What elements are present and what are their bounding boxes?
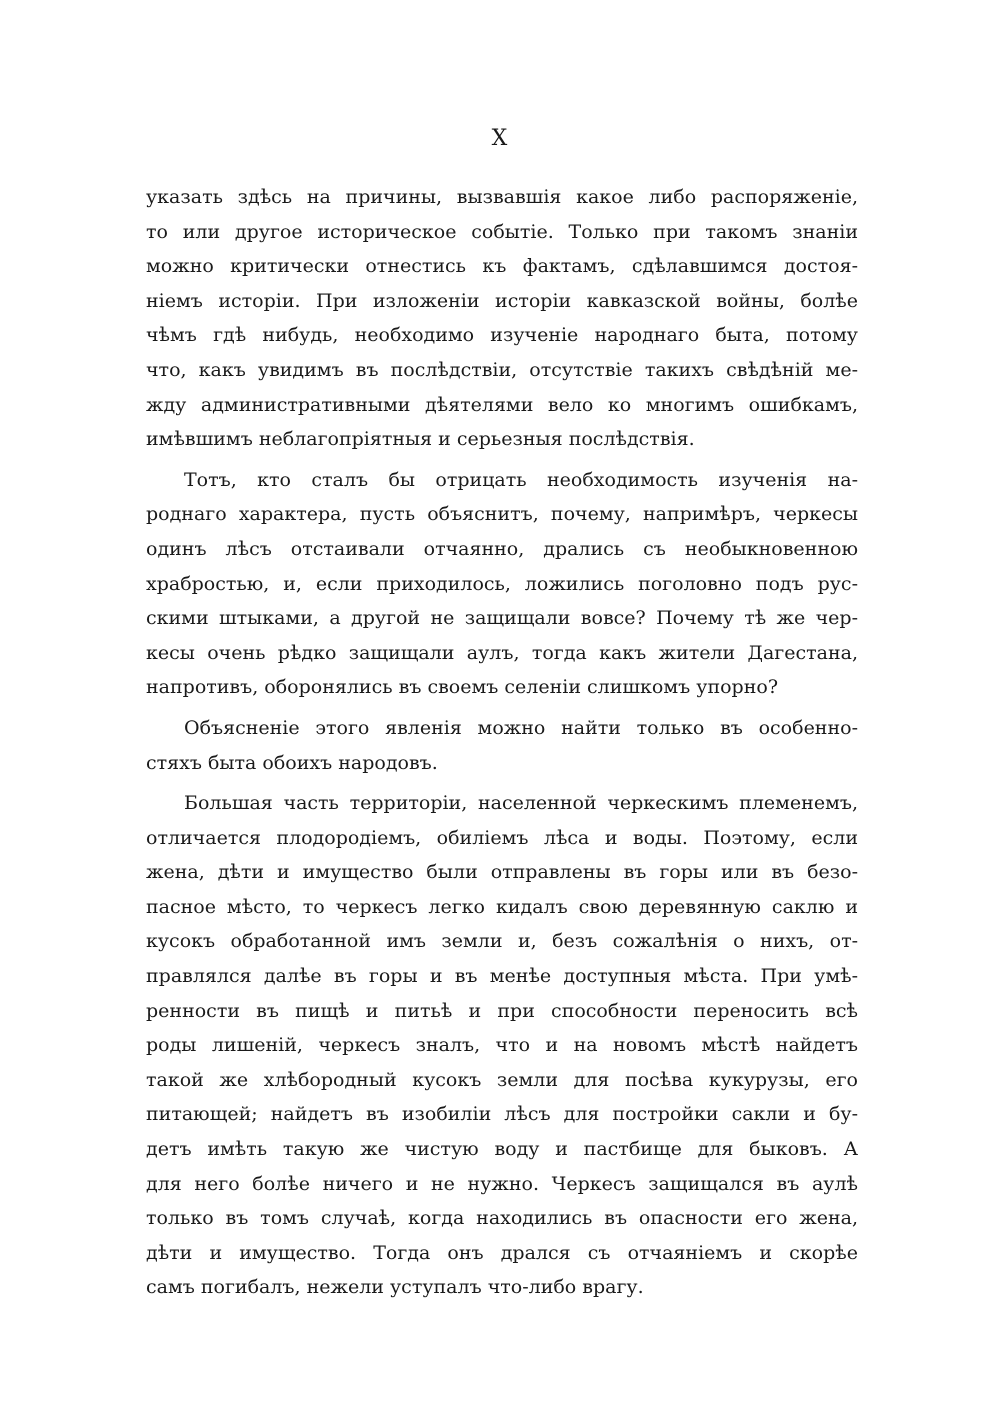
text-line: имѣвшимъ неблагопріятныя и серьезныя послѣдствія. — [146, 428, 695, 451]
text-line: такой же хлѣбородный кусокъ земли для посѣва кукурузы, его — [146, 1068, 858, 1091]
text-line: можно критически отнестись къ фактамъ, сдѣлавшимся достоя- — [146, 255, 858, 278]
text-line: напротивъ, оборонялись въ своемъ селеніи слишкомъ упорно? — [146, 676, 779, 699]
page-number: X — [491, 126, 509, 151]
text-line: роднаго характера, пусть объяснитъ, почему, напримѣръ, черкесы — [146, 503, 858, 526]
text-line: дѣти и имущество. Тогда онъ дрался съ отчаяніемъ и скорѣе — [146, 1241, 858, 1264]
text-line: Объясненіе этого явленія можно найти только въ особенно- — [184, 716, 858, 739]
text-line: чѣмъ гдѣ нибудь, необходимо изученіе народнаго быта, потому — [146, 324, 858, 347]
paragraph — [146, 463, 858, 705]
text-line: детъ имѣть такую же чистую воду и пастбище для быковъ. А — [146, 1138, 858, 1161]
text-line: Тотъ, кто сталъ бы отрицать необходимость изученія на- — [184, 468, 858, 491]
text-line: только въ томъ случаѣ, когда находились въ опасности его жена, — [146, 1207, 858, 1230]
text-line: указать здѣсь на причины, вызвавшія какое либо распоряженіе, — [146, 186, 858, 208]
paragraph — [146, 180, 858, 457]
text-line: скими штыками, а другой не защищали вовсе? Почему тѣ же чер- — [146, 607, 858, 630]
text-line: самъ погибалъ, нежели уступалъ что-либо врагу. — [146, 1276, 644, 1299]
text-line: что, какъ увидимъ въ послѣдствіи, отсутствіе такихъ свѣдѣній ме- — [146, 358, 858, 381]
text-line: правлялся далѣе въ горы и въ менѣе доступныя мѣста. При умѣ- — [146, 965, 858, 988]
text-line: пасное мѣсто, то черкесъ легко кидалъ свою деревянную саклю и — [146, 895, 858, 918]
text-line: ніемъ исторіи. При изложеніи исторіи кавказской войны, болѣе — [146, 289, 858, 312]
text-line: кесы очень рѣдко защищали аулъ, тогда какъ жители Дагестана, — [146, 641, 858, 664]
text-line: храбростью, и, если приходилось, ложились поголовно подъ рус- — [146, 572, 858, 595]
text-line: питающей; найдетъ въ изобиліи лѣсъ для постройки сакли и бу- — [146, 1103, 858, 1126]
text-line: ренности въ пищѣ и питьѣ и при способности переносить всѣ — [146, 999, 858, 1022]
text-line: одинъ лѣсъ отстаивали отчаянно, дрались съ необыкновенною — [146, 537, 858, 560]
paragraph — [146, 711, 858, 780]
text-line: роды лишеній, черкесъ зналъ, что и на новомъ мѣстѣ найдетъ — [146, 1034, 858, 1057]
text-line: жена, дѣти и имущество были отправлены въ горы или въ безо- — [146, 861, 858, 884]
text-line: кусокъ обработанной имъ земли и, безъ сожалѣнія о нихъ, от- — [146, 930, 858, 953]
text-line: то или другое историческое событіе. Только при такомъ знаніи — [146, 220, 858, 243]
paragraph — [146, 786, 858, 1305]
text-line: отличается плодородіемъ, обиліемъ лѣса и воды. Поэтому, если — [146, 826, 858, 849]
text-line: Большая часть территоріи, населенной черкескимъ племенемъ, — [184, 792, 858, 815]
text-line: жду административными дѣятелями вело ко многимъ ошибкамъ, — [146, 393, 858, 416]
text-line: для него болѣе ничего и не нужно. Черкесъ защищался въ аулѣ — [146, 1172, 858, 1195]
text-line: стяхъ быта обоихъ народовъ. — [146, 751, 438, 774]
body-text — [146, 180, 858, 1305]
